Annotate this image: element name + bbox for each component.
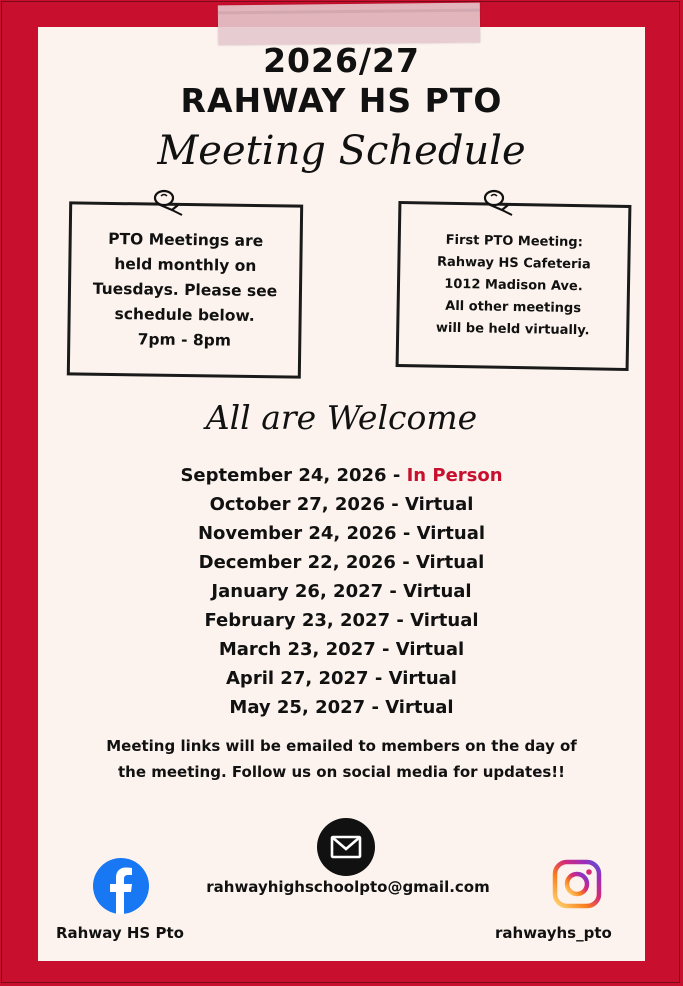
meeting-mode: Virtual: [385, 697, 454, 718]
schedule-item: January 26, 2027 - Virtual: [211, 581, 472, 602]
schedule-item: April 27, 2027 - Virtual: [226, 668, 457, 689]
tape-decoration: [218, 3, 480, 46]
note-line: Tuesdays. Please see: [92, 279, 278, 300]
meeting-date: March 23, 2027: [218, 639, 376, 660]
meeting-date: November 24, 2026: [197, 523, 397, 544]
meeting-date: October 27, 2026: [209, 494, 385, 515]
schedule-item: October 27, 2026 - Virtual: [209, 494, 474, 515]
page-subtitle: Meeting Schedule: [157, 128, 526, 174]
note-line: the meeting. Follow us on social media for updates!!: [118, 763, 565, 781]
schedule-item: February 23, 2027 - Virtual: [204, 610, 479, 631]
schedule-item: March 23, 2027 - Virtual: [218, 639, 465, 660]
meeting-date: May 25, 2027: [229, 697, 366, 718]
instagram-handle[interactable]: rahwayhs_pto: [495, 924, 612, 942]
note-line: 1012 Madison Ave.: [444, 276, 583, 295]
meeting-mode: Virtual: [388, 668, 457, 689]
note-line: schedule below.: [114, 304, 255, 325]
note-line: Meeting links will be emailed to members on the day of: [106, 737, 577, 755]
meeting-mode: Virtual: [403, 581, 472, 602]
meeting-date: September 24, 2026: [180, 465, 387, 486]
pushpin-icon: [148, 188, 188, 218]
welcome-heading: All are Welcome: [205, 398, 478, 437]
meeting-info-note: [67, 201, 303, 378]
note-line: held monthly on: [114, 254, 257, 275]
pushpin-icon: [478, 188, 518, 218]
schedule-year: 2026/27: [263, 41, 420, 80]
meeting-links-note: [38, 733, 645, 785]
contact-email-link[interactable]: rahwayhighschoolpto@gmail.com: [206, 878, 490, 896]
note-line: PTO Meetings are: [108, 229, 264, 250]
meeting-schedule-list: [38, 461, 645, 722]
note-line: First PTO Meeting:: [445, 232, 583, 251]
schedule-item: May 25, 2027 - Virtual: [229, 697, 454, 718]
note-line: All other meetings: [445, 298, 582, 317]
organization-title: RAHWAY HS PTO: [180, 81, 503, 120]
meeting-mode: Virtual: [415, 552, 485, 573]
note-line: Rahway HS Cafeteria: [436, 254, 591, 273]
meeting-mode: Virtual: [410, 610, 479, 631]
note-line: will be held virtually.: [435, 320, 590, 339]
instagram-icon[interactable]: [551, 858, 603, 910]
meeting-mode: In Person: [406, 465, 503, 486]
meeting-mode: Virtual: [405, 494, 474, 515]
meeting-date: April 27, 2027: [226, 668, 369, 689]
envelope-icon[interactable]: [317, 818, 375, 876]
meeting-date: December 22, 2026: [198, 552, 396, 573]
schedule-item: December 22, 2026 - Virtual: [198, 552, 485, 573]
location-info-note: [396, 201, 632, 371]
note-line: 7pm - 8pm: [137, 329, 232, 350]
schedule-item: November 24, 2026 - Virtual: [197, 523, 486, 544]
meeting-date: February 23, 2027: [204, 610, 391, 631]
facebook-handle[interactable]: Rahway HS Pto: [56, 924, 184, 942]
facebook-icon[interactable]: [93, 858, 149, 914]
meeting-date: January 26, 2027: [211, 581, 384, 602]
meeting-mode: Virtual: [395, 639, 465, 660]
meeting-mode: Virtual: [416, 523, 486, 544]
schedule-item: September 24, 2026 - In Person: [180, 465, 503, 486]
